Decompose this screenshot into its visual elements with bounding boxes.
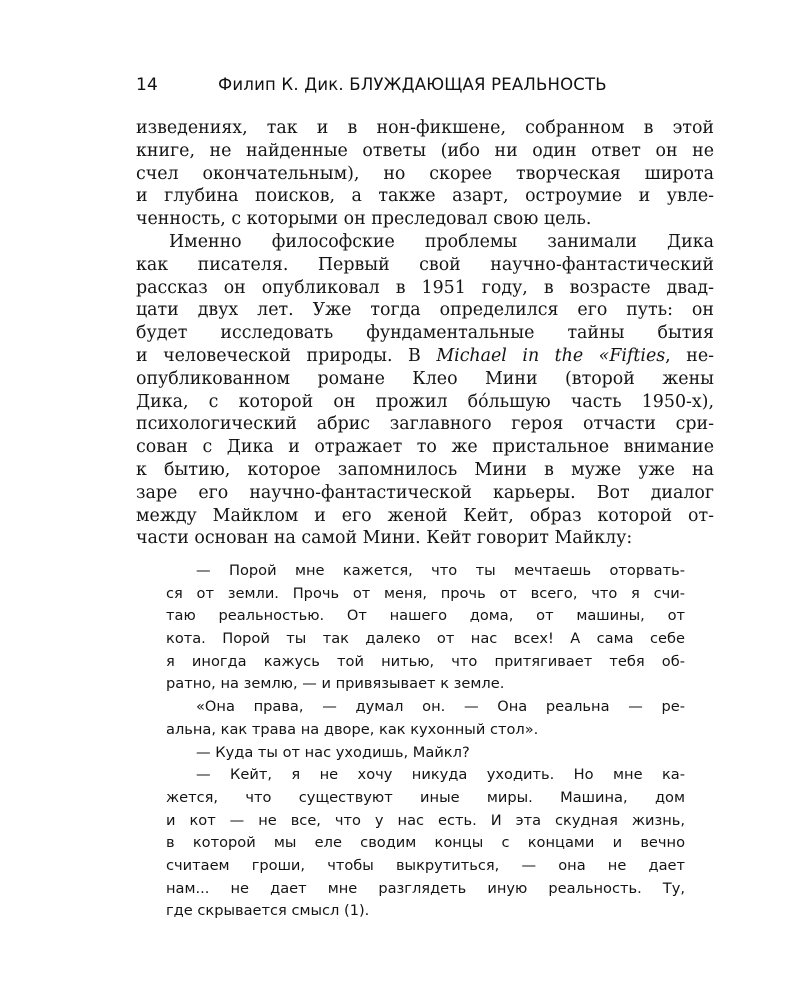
body-line: цати двух лет. Уже тогда определился его путь: он (136, 300, 714, 321)
body-line: как писателя. Первый свой научно-фантастический (136, 254, 714, 275)
quote-line: альна, как трава на дворе, как кухонный стол». (166, 720, 539, 738)
quote-line: — Куда ты от нас уходишь, Майкл? (196, 743, 470, 761)
page-number: 14 (136, 75, 159, 95)
quote-line: ратно, на землю, — и привязывает к земле. (166, 675, 505, 693)
body-line: рассказ он опубликовал в 1951 году, в возрасте двад- (136, 277, 714, 298)
quote-line: где скрывается смысл (1). (166, 902, 370, 920)
body-line: части основан на самой Мини. Кейт говорит Майклу: (136, 528, 633, 549)
quote-line: в которой мы еле сводим концы с концами и вечно (166, 834, 685, 852)
quote-line: кота. Порой ты так далеко от нас всех! А сама себе (166, 630, 685, 648)
body-line: между Майклом и его женой Кейт, образ которой от- (136, 505, 714, 526)
running-head (136, 75, 716, 101)
body-line: и глубина поисков, а также азарт, остроумие и увле- (136, 186, 714, 207)
body-line-start: и человеческой природы. В (136, 345, 437, 366)
body-line (136, 345, 714, 368)
block-quote (166, 560, 685, 923)
body-line: к бытию, которое запомнилось Мини в муже уже на (136, 459, 714, 480)
body-line: ченность, с которыми он преследовал свою цель. (136, 209, 592, 230)
quote-line: жется, что существуют иные миры. Машина, дом (166, 788, 685, 806)
quote-line: я иногда кажусь той нитью, что притягивает тебя об- (166, 652, 685, 670)
body-line: опубликованном романе Клео Мини (второй жены (136, 368, 714, 389)
quote-line: — Порой мне кажется, что ты мечтаешь оторвать- (196, 562, 685, 579)
quote-line: «Она права, — думал он. — Она реальна — ре- (196, 698, 685, 716)
body-line: изведениях, так и в нон-фикшене, собранном в этой (136, 118, 714, 138)
body-line: Дика, с которой он прожил бо́льшую часть 1950-х), (136, 391, 714, 412)
body-line: психологический абрис заглавного героя отчасти сри- (136, 414, 714, 435)
body-line-end: , не- (665, 345, 714, 366)
body-line: будет исследовать фундаментальные тайны бытия (136, 323, 714, 344)
quote-line: таю реальностью. От нашего дома, от машины, от (166, 607, 685, 625)
quote-line: — Кейт, я не хочу никуда уходить. Но мне ка- (196, 766, 685, 784)
quote-line: считаем гроши, чтобы выкрутиться, — она не дает (166, 856, 685, 874)
quote-line: ся от земли. Прочь от меня, прочь от всего, что я счи- (166, 584, 685, 602)
body-line: книге, не найденные ответы (ибо ни один ответ он не (136, 140, 714, 161)
body-text (136, 117, 714, 550)
quote-line: нам... не дает мне разглядеть иную реальность. Ту, (166, 879, 685, 897)
body-line: счел окончательным), но скорее творческая широта (136, 163, 714, 184)
body-line: сован с Дика и отражает то же пристальное внимание (136, 437, 714, 458)
body-line: заре его научно-фантастической карьеры. Вот диалог (136, 482, 714, 503)
novel-title: Michael in the «Fifties (436, 345, 666, 366)
body-line: Именно философские проблемы занимали Дика (169, 231, 714, 252)
running-title: Филип К. Дик. БЛУЖДАЮЩАЯ РЕАЛЬНОСТЬ (218, 75, 607, 94)
quote-line: и кот — не все, что у нас есть. И эта скудная жизнь, (166, 811, 685, 829)
